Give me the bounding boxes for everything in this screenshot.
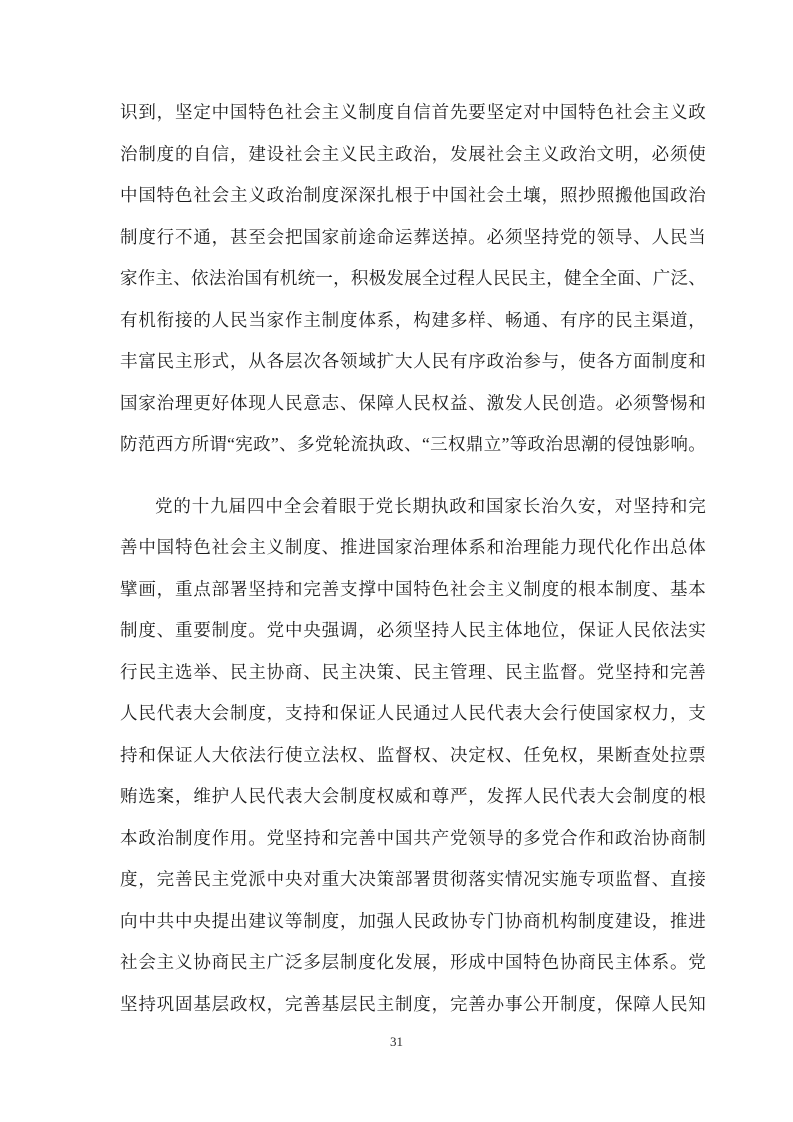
text-line: 社会主义协商民主广泛多层制度化发展，形成中国特色协商民主体系。党 [120, 952, 706, 972]
text-line: 丰富民主形式，从各层次各领域扩大人民有序政治参与，使各方面制度和 [120, 351, 706, 371]
text-line: 向中共中央提出建议等制度，加强人民政协专门协商机构制度建设，推进 [120, 910, 706, 931]
text-line: 擘画，重点部署坚持和完善支撑中国特色社会主义制度的根本制度、基本 [120, 578, 706, 599]
page-number: 31 [390, 1034, 403, 1049]
text-line: 党的十九届四中全会着眼于党长期执政和国家长治久安，对坚持和完 [155, 495, 706, 516]
text-line: 制度、重要制度。党中央强调，必须坚持人民主体地位，保证人民依法实 [120, 620, 706, 640]
text-line: 国家治理更好体现人民意志、保障人民权益、激发人民创造。必须警惕和 [120, 392, 706, 413]
paragraph [120, 486, 706, 1026]
text-line: 持和保证人大依法行使立法权、监督权、决定权、任免权，果断查处拉票 [120, 744, 706, 765]
text-block [120, 92, 706, 1025]
text-line: 本政治制度作用。党坚持和完善中国共产党领导的多党合作和政治协商制 [120, 827, 706, 848]
text-line: 家作主、依法治国有机统一，积极发展全过程人民民主，健全全面、广泛、 [120, 268, 706, 288]
text-line: 善中国特色社会主义制度、推进国家治理体系和治理能力现代化作出总体 [120, 537, 706, 557]
text-line: 坚持巩固基层政权，完善基层民主制度，完善办事公开制度，保障人民知 [120, 993, 706, 1014]
text-line: 制度行不通，甚至会把国家前途命运葬送掉。必须坚持党的领导、人民当 [120, 226, 706, 247]
text-line: 防范西方所谓“宪政”、多党轮流执政、“三权鼎立”等政治思潮的侵蚀影响。 [120, 434, 706, 454]
paragraph [120, 92, 706, 466]
text-line: 有机衔接的人民当家作主制度体系，构建多样、畅通、有序的民主渠道， [120, 309, 706, 330]
text-line: 行民主选举、民主协商、民主决策、民主管理、民主监督。党坚持和完善 [120, 661, 706, 682]
text-line: 识到，坚定中国特色社会主义制度自信首先要坚定对中国特色社会主义政 [120, 102, 706, 122]
text-line: 中国特色社会主义政治制度深深扎根于中国社会土壤，照抄照搬他国政治 [120, 185, 706, 205]
text-line: 治制度的自信，建设社会主义民主政治，发展社会主义政治文明，必须使 [120, 143, 706, 164]
text-line: 贿选案，维护人民代表大会制度权威和尊严，发挥人民代表大会制度的根 [120, 786, 706, 806]
text-line: 人民代表大会制度，支持和保证人民通过人民代表大会行使国家权力，支 [120, 703, 706, 723]
text-line: 度，完善民主党派中央对重大决策部署贯彻落实情况实施专项监督、直接 [120, 869, 706, 889]
